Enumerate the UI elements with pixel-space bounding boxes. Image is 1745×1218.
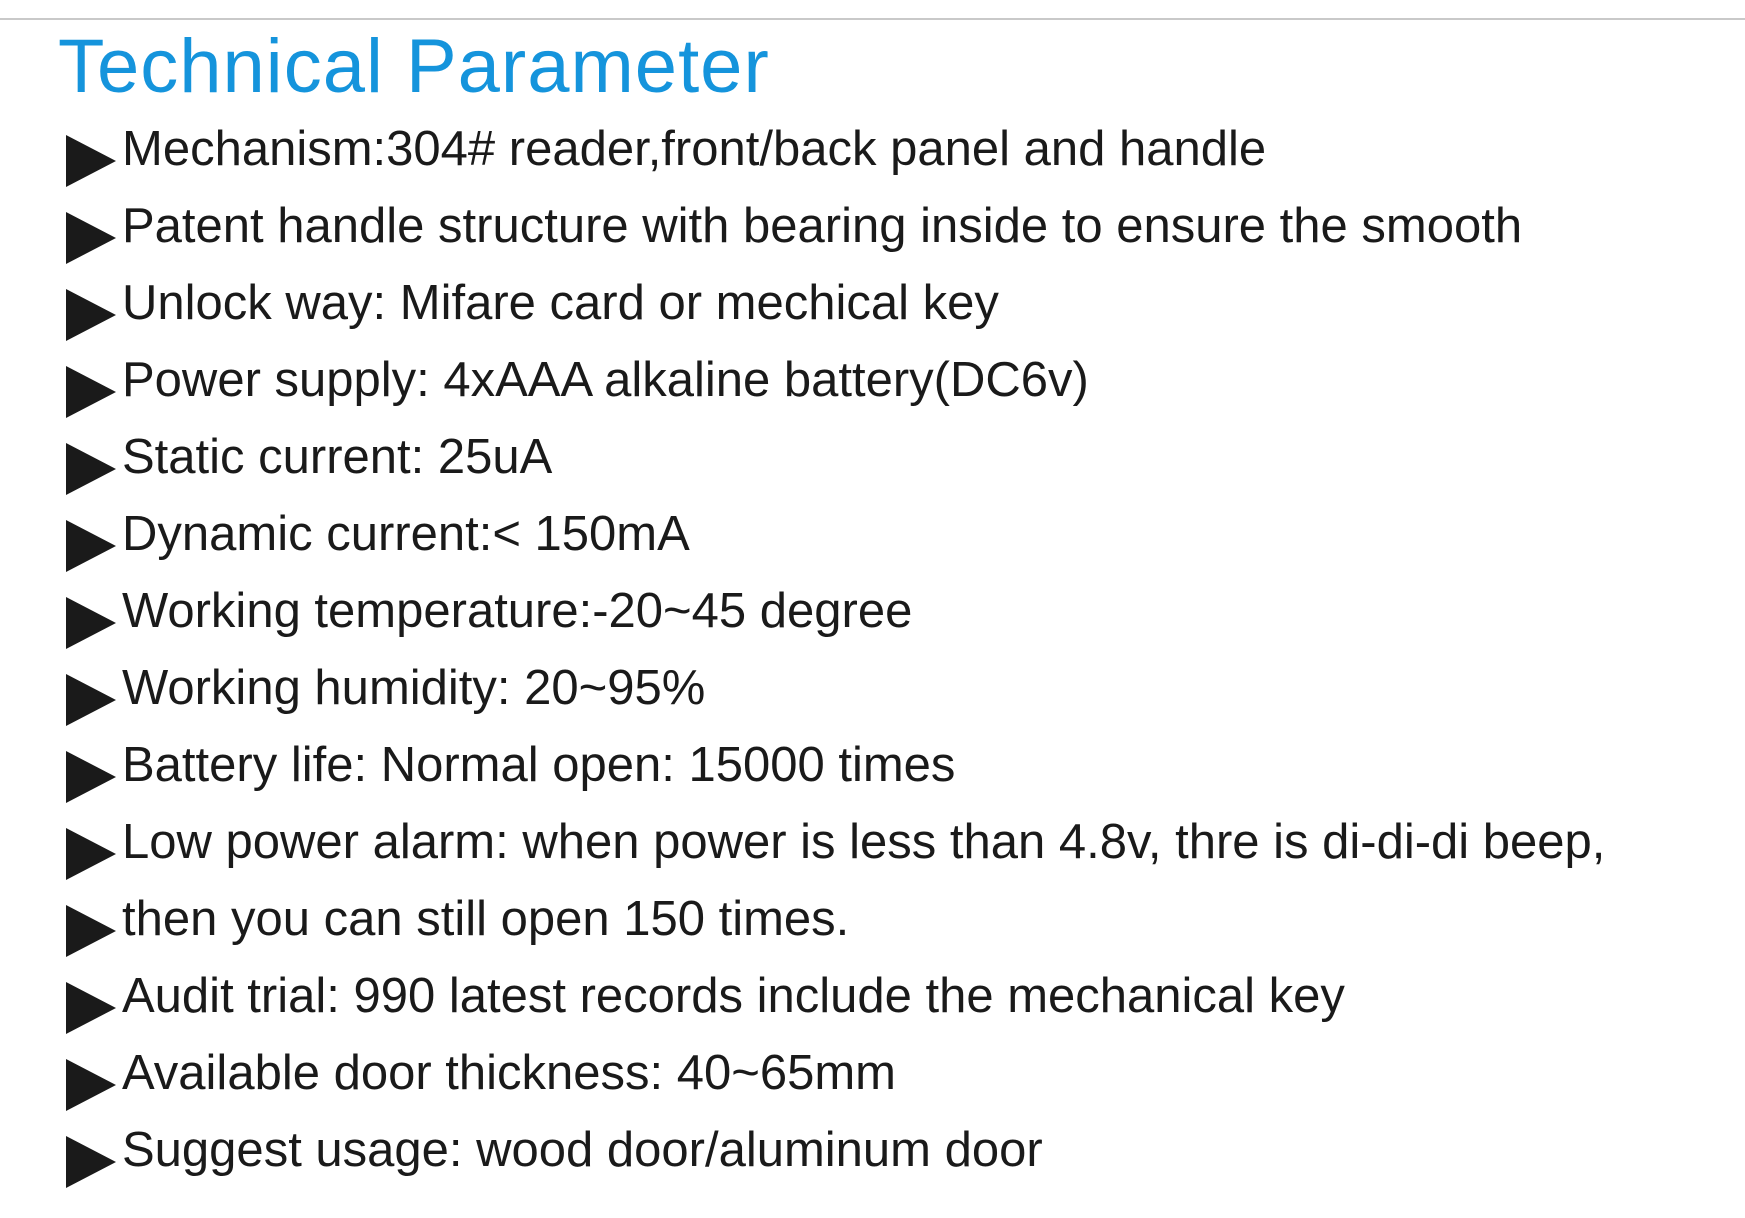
parameter-text: Suggest usage: wood door/aluminum door xyxy=(122,1123,1043,1177)
right-triangle-icon xyxy=(66,1059,116,1111)
parameter-text: Working temperature:-20~45 degree xyxy=(122,584,913,638)
parameter-item xyxy=(0,726,1745,803)
right-triangle-icon xyxy=(66,443,116,495)
parameter-text: then you can still open 150 times. xyxy=(122,892,850,946)
parameter-text: Static current: 25uA xyxy=(122,430,553,484)
right-triangle-icon xyxy=(66,982,116,1034)
parameter-text: Low power alarm: when power is less than 4.8v, thre is di-di-di beep, xyxy=(122,815,1606,869)
parameter-text: Battery life: Normal open: 15000 times xyxy=(122,738,956,792)
parameter-text: Audit trial: 990 latest records include the mechanical key xyxy=(122,969,1345,1023)
page-title: Technical Parameter xyxy=(58,24,770,109)
parameter-item xyxy=(0,264,1745,341)
top-divider xyxy=(0,18,1745,20)
parameter-text: Available door thickness: 40~65mm xyxy=(122,1046,896,1100)
parameter-text: Working humidity: 20~95% xyxy=(122,661,706,715)
right-triangle-icon xyxy=(66,828,116,880)
parameter-list xyxy=(0,110,1745,1188)
right-triangle-icon xyxy=(66,597,116,649)
parameter-text: Dynamic current:< 150mA xyxy=(122,507,690,561)
right-triangle-icon xyxy=(66,212,116,264)
parameter-item xyxy=(0,187,1745,264)
right-triangle-icon xyxy=(66,1136,116,1188)
right-triangle-icon xyxy=(66,135,116,187)
parameter-item xyxy=(0,880,1745,957)
parameter-item xyxy=(0,572,1745,649)
parameter-item xyxy=(0,418,1745,495)
right-triangle-icon xyxy=(66,520,116,572)
right-triangle-icon xyxy=(66,905,116,957)
right-triangle-icon xyxy=(66,366,116,418)
parameter-item xyxy=(0,1111,1745,1188)
parameter-item xyxy=(0,1034,1745,1111)
parameter-text: Unlock way: Mifare card or mechical key xyxy=(122,276,999,330)
parameter-text: Power supply: 4xAAA alkaline battery(DC6v) xyxy=(122,353,1089,407)
right-triangle-icon xyxy=(66,289,116,341)
parameter-text: Mechanism:304# reader,front/back panel and handle xyxy=(122,122,1267,176)
parameter-item xyxy=(0,957,1745,1034)
parameter-item xyxy=(0,803,1745,880)
parameter-text: Patent handle structure with bearing inside to ensure the smooth xyxy=(122,199,1523,253)
right-triangle-icon xyxy=(66,674,116,726)
parameter-item xyxy=(0,110,1745,187)
parameter-item xyxy=(0,649,1745,726)
parameter-item xyxy=(0,495,1745,572)
right-triangle-icon xyxy=(66,751,116,803)
parameter-item xyxy=(0,341,1745,418)
